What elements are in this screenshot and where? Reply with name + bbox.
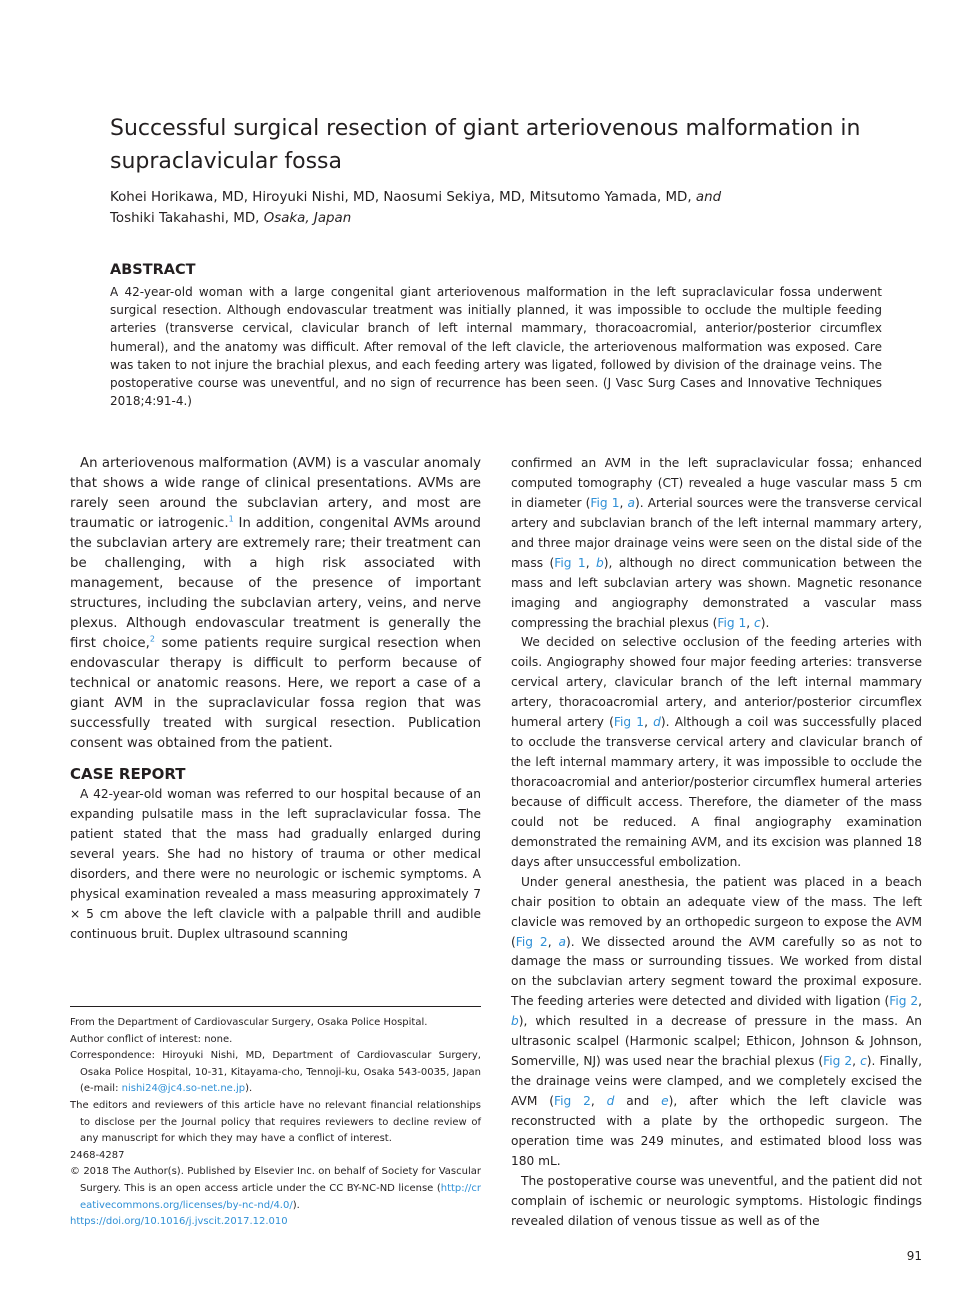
citation-link[interactable]: 2 (149, 634, 155, 644)
abstract-text: A 42-year-old woman with a large congenital giant arteriovenous malformation in the left supraclavicular fossa underwent surgical resection. Although endovascular treatment was initially planned, it was impossible to occlude the multiple feeding arteries (transverse cervical, clavicular branch of left internal mammary, thoracoacromial, anterior/posterior circumflex humeral), and the anatomy was difficult. After removal of the left clavicle, the arteriovenous malformation was exposed. Care was taken to not injure the brachial plexus, and each feeding artery was ligated, followed by division of the drainage veins. The postoperative course was uneventful, and no sign of recurrence has been seen. (J Vasc Surg Cases and Innovative Techniques 2018;4:91-4.) (110, 285, 882, 409)
figure-panel-link[interactable]: b (511, 1014, 519, 1029)
figure-panel-link[interactable]: d (653, 715, 661, 730)
figure-link[interactable]: Fig 1 (554, 555, 586, 570)
figure-panel-link[interactable]: a (627, 495, 635, 510)
author-list (110, 187, 870, 229)
figure-panel-link[interactable]: c (754, 615, 761, 630)
figure-link[interactable]: Fig 1 (590, 495, 620, 510)
author-and: and (695, 190, 722, 205)
figure-panel-link[interactable]: c (860, 1054, 867, 1069)
figure-panel-link[interactable]: e (661, 1094, 669, 1108)
figure-link[interactable]: Fig 1 (717, 615, 747, 630)
email-link[interactable]: nishi24@jc4.so-net.ne.jp (121, 1083, 246, 1095)
body-paragraph: We decided on selective occlusion of the feeding arteries with coils. Angiography showed four major feeding arteries: transverse cervical artery, clavicular branch of the left internal mammary artery, thoracoacromial artery, and anterior/posterior circumflex humeral artery (Fig 1, d). Although a coil was successfully placed to occlude the transverse cervical artery and clavicular branch of the left internal mammary artery, it was impossible to occlude the thoracoacromial and anterior/posterior circumflex humeral arteries because of difficult access. Therefore, the diameter of the mass could not be reduced. A final angiography examination demonstrated the remaining AVM, and its excision was planned 18 days after unsuccessful embolization. (511, 635, 923, 869)
figure-link[interactable]: Fig 1 (613, 715, 645, 730)
left-column (70, 454, 481, 945)
license-link[interactable]: http://creativecommons.org/licenses/by-nc-nd/4.0/ (80, 1182, 481, 1211)
author-names: Kohei Horikawa, MD, Hiroyuki Nishi, MD, Naosumi Sekiya, MD, Mitsutomo Yamada, MD, (110, 190, 692, 205)
body-paragraph: Under general anesthesia, the patient was placed in a beach chair position to obtain an adequate view of the mass. The left clavicle was removed by an orthopedic surgeon to expose the AVM (Fig 2, a). We dissected around the AVM carefully so as not to damage the mass or surrounding tissues. We worked from distal on the subclavian artery segment toward the proximal exposure. The feeding arteries were detected and divided with ligation (Fig 2, b), which resulted in a decrease of pressure in the mass. An ultrasonic scalpel (Harmonic scalpel; Ethicon, Johnson & Johnson, Somerville, NJ) was used near the brachial plexus (Fig 2, c). Finally, the drainage veins were clamped, and we completely excised the AVM (Fig 2, d and e), after which the left clavicle was reconstructed with a plate by the orthopedic surgeon. The operation time was 249 minutes, and estimated blood loss was 180 mL. (511, 874, 923, 1168)
footnote-divider (70, 1006, 481, 1007)
author-location: Osaka, Japan (263, 211, 352, 226)
figure-panel-link[interactable]: d (606, 1094, 615, 1108)
body-paragraph: confirmed an AVM in the left supraclavicular fossa; enhanced computed tomography (CT) revealed a huge vascular mass 5 cm in diameter (Fig 1, a). Arterial sources were the transverse cervical artery and subclavian branch of the left internal mammary artery, and three major drainage veins were seen on the distal side of the mass (Fig 1, b), although no direct communication between the mass and left subclavian artery was shown. Magnetic resonance imaging and angiography demonstrated a vascular mass compressing the brachial plexus (Fig 1, c). (511, 456, 923, 630)
abstract-heading: ABSTRACT (110, 262, 196, 278)
right-column (511, 454, 922, 1232)
figure-panel-link[interactable]: b (596, 555, 604, 570)
figure-link[interactable]: Fig 2 (823, 1054, 853, 1069)
footnote-copyright: © 2018 The Author(s). Published by Elsevier Inc. on behalf of Society for Vascular Surgery. This is an open access article under the CC BY-NC-ND license (http://creativecommons.org/licenses/by-nc-nd/4.0/). (70, 1166, 481, 1211)
footnote-editors: The editors and reviewers of this article have no relevant financial relationships to disclose per the Journal policy that requires reviewers to decline review of any manuscript for which they may have a conflict of interest. (70, 1099, 481, 1145)
footnote-issn: 2468-4287 (70, 1149, 125, 1161)
author-last: Toshiki Takahashi, MD, (110, 211, 260, 226)
footnote-conflict: Author conflict of interest: none. (70, 1033, 233, 1045)
doi-link[interactable]: https://doi.org/10.1016/j.jvscit.2017.12.010 (70, 1216, 288, 1228)
footnotes (70, 1015, 481, 1231)
doi-link-line (70, 1214, 481, 1231)
page-number: 91 (906, 1249, 922, 1263)
body-paragraph: The postoperative course was uneventful, and the patient did not complain of ischemic or neurologic symptoms. Histologic findings revealed dilation of venous tissue as well as of the (511, 1173, 922, 1228)
figure-panel-link[interactable]: a (558, 934, 566, 949)
figure-link[interactable]: Fig 2 (554, 1094, 591, 1108)
footnote-department: From the Department of Cardiovascular Surgery, Osaka Police Hospital. (70, 1017, 428, 1028)
citation-link[interactable]: 1 (228, 514, 234, 524)
case-report-heading: CASE REPORT (70, 765, 186, 783)
case-paragraph: A 42-year-old woman was referred to our hospital because of an expanding pulsatile mass in the left supraclavicular fossa. The patient stated that the mass had gradually enlarged during several years. She had no history of trauma or other medical disorders, and there were no neurologic or ischemic symptoms. A physical examination revealed a mass measuring approximately 7 × 5 cm above the left clavicle with a palpable thrill and audible continuous bruit. Duplex ultrasound scanning (70, 787, 481, 941)
figure-link[interactable]: Fig 2 (889, 994, 919, 1009)
footnote-correspondence: Correspondence: Hiroyuki Nishi, MD, Department of Cardiovascular Surgery, Osaka Police Hospital, 10-31, Kitayama-cho, Tennoji-ku, Osaka 543-0035, Japan (e-mail: nishi24@jc4.so-net.ne.jp). (70, 1050, 481, 1095)
figure-link[interactable]: Fig 2 (515, 934, 548, 949)
article-title: Successful surgical resection of giant arteriovenous malformation in supraclavicular fossa (110, 116, 861, 174)
intro-paragraph: An arteriovenous malformation (AVM) is a vascular anomaly that shows a wide range of clinical presentations. AVMs are rarely seen around the subclavian artery, and most are traumatic or iatrogenic.$^1$ In addition, congenital AVMs around the subclavian artery are extremely rare; their treatment can be challenging, with a high risk associated with management, because of the presence of important structures, including the subclavian artery, veins, and nerve plexus. Although endovascular treatment is generally the first choice,$^2$ some patients require surgical resection when endovascular therapy is difficult to perform because of technical or anatomic reasons. Here, we report a case of a giant AVM in the supraclavicular fossa region that was successfully treated with surgical resection. Publication consent was obtained from the patient. (70, 456, 481, 751)
